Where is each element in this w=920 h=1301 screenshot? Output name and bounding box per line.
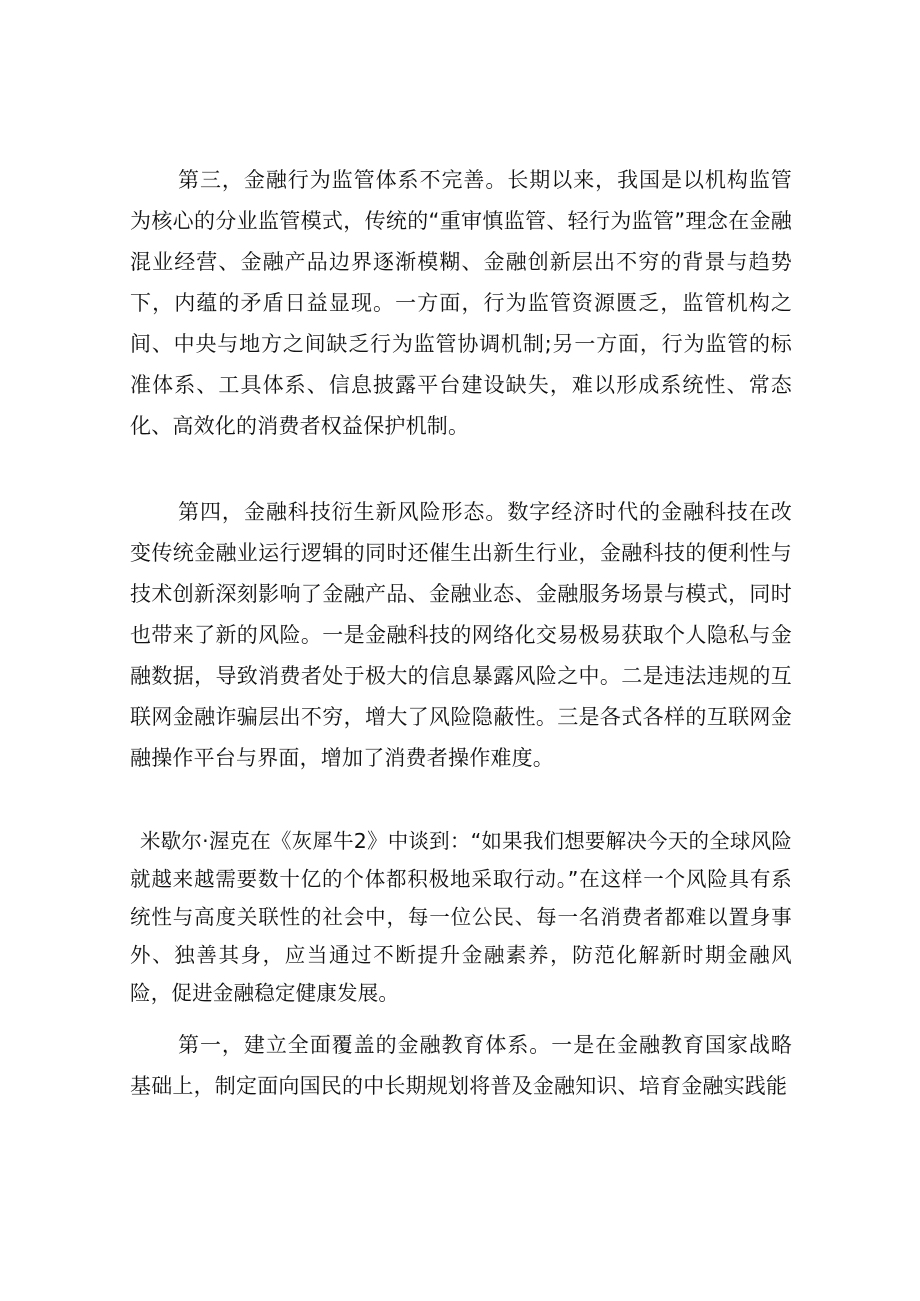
paragraph-gray-rhino-quote: 米歇尔·渥克在《灰犀牛2》中谈到：“如果我们想要解决今天的全球风险就越来越需要数十亿的个体都积极地采取行动。”在这样一个风险具有系统性与高度关联性的社会中，每一位公民、每一名消费者都难以置身事外、独善其身，应当通过不断提升金融素养，防范化解新时期金融风险，促进金融稳定健康发展。 (130, 829, 792, 1005)
paragraph-fintech-risk: 第四，金融科技衍生新风险形态。数字经济时代的金融科技在改变传统金融业运行逻辑的同时还催生出新生行业，金融科技的便利性与技术创新深刻影响了金融产品、金融业态、金融服务场景与模式，同时也带来了新的风险。一是金融科技的网络化交易极易获取个人隐私与金融数据，导致消费者处于极大的信息暴露风险之中。二是违法违规的互联网金融诈骗层出不穷，增大了风险隐蔽性。三是各式各样的互联网金融操作平台与界面，增加了消费者操作难度。 (130, 500, 792, 770)
paragraph-financial-education: 第一，建立全面覆盖的金融教育体系。一是在金融教育国家战略基础上，制定面向国民的中长期规划将普及金融知识、培育金融实践能 (130, 1033, 792, 1098)
paragraph-regulation-gap: 第三，金融行为监管体系不完善。长期以来，我国是以机构监管为核心的分业监管模式，传统的“重审慎监管、轻行为监管”理念在金融混业经营、金融产品边界逐渐模糊、金融创新层出不穷的背景与趋势下，内蕴的矛盾日益显现。一方面，行为监管资源匮乏，监管机构之间、中央与地方之间缺乏行为监管协调机制;另一方面，行为监管的标准体系、工具体系、信息披露平台建设缺失，难以形成系统性、常态化、高效化的消费者权益保护机制。 (130, 168, 792, 438)
